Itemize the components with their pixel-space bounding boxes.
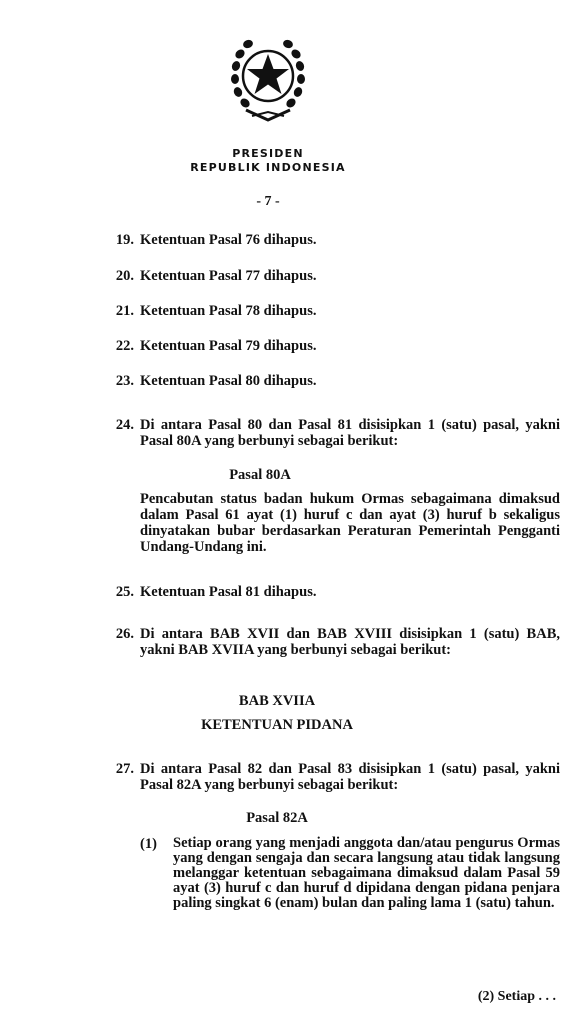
chapter-title: BAB XVIIA: [238, 693, 316, 709]
header-line-president: PRESIDEN: [232, 147, 304, 160]
clause-number: (1): [140, 836, 157, 852]
list-item-number: 19.: [115, 232, 134, 248]
list-item-text: Ketentuan Pasal 77 dihapus.: [140, 268, 317, 284]
list-item-number: 26.: [115, 626, 134, 642]
list-item-number: 24.: [115, 417, 134, 433]
header-line-republic: REPUBLIK INDONESIA: [190, 161, 346, 174]
article-title-80a: Pasal 80A: [229, 467, 291, 483]
list-item-text: Di antara BAB XVII dan BAB XVIII disisipkan 1 (satu) BAB, yakni BAB XVIIA yang berbunyi sebagai berikut:: [140, 626, 560, 658]
list-item-text: Ketentuan Pasal 79 dihapus.: [140, 338, 317, 354]
chapter-subtitle: KETENTUAN PIDANA: [201, 717, 353, 733]
clause-text: Setiap orang yang menjadi anggota dan/atau pengurus Ormas yang dengan sengaja dan secara langsung atau tidak langsung melanggar ketentuan sebagaimana dimaksud dalam Pasal 59 ayat (3) huruf c dan huruf d dipidana dengan pidana penjara paling singkat 6 (enam) bulan dan paling lama 1 (satu) tahun.: [173, 835, 560, 911]
list-item-number: 20.: [115, 268, 134, 284]
article-body-80a: Pencabutan status badan hukum Ormas sebagaimana dimaksud dalam Pasal 61 ayat (1) huruf c dan ayat (3) huruf b sekaligus dinyatakan bubar berdasarkan Peraturan Pemerintah Pengganti Undang-Undang ini.: [140, 491, 560, 555]
list-item-text: Ketentuan Pasal 76 dihapus.: [140, 232, 317, 248]
list-item-number: 25.: [115, 584, 134, 600]
list-item-text: Ketentuan Pasal 78 dihapus.: [140, 303, 317, 319]
article-title-82a: Pasal 82A: [246, 810, 308, 826]
garuda-star-emblem-icon: [228, 32, 308, 126]
list-item-number: 22.: [115, 338, 134, 354]
page-number: - 7 -: [256, 194, 280, 209]
list-item-text: Di antara Pasal 80 dan Pasal 81 disisipkan 1 (satu) pasal, yakni Pasal 80A yang berbunyi sebagai berikut:: [140, 417, 560, 449]
page-continuation: (2) Setiap . . .: [477, 989, 556, 1004]
list-item-number: 27.: [115, 761, 134, 777]
list-item-number: 21.: [115, 303, 134, 319]
list-item-number: 23.: [115, 373, 134, 389]
list-item-text: Di antara Pasal 82 dan Pasal 83 disisipkan 1 (satu) pasal, yakni Pasal 82A yang berbunyi sebagai berikut:: [140, 761, 560, 793]
list-item-text: Ketentuan Pasal 81 dihapus.: [140, 584, 317, 600]
list-item-text: Ketentuan Pasal 80 dihapus.: [140, 373, 317, 389]
